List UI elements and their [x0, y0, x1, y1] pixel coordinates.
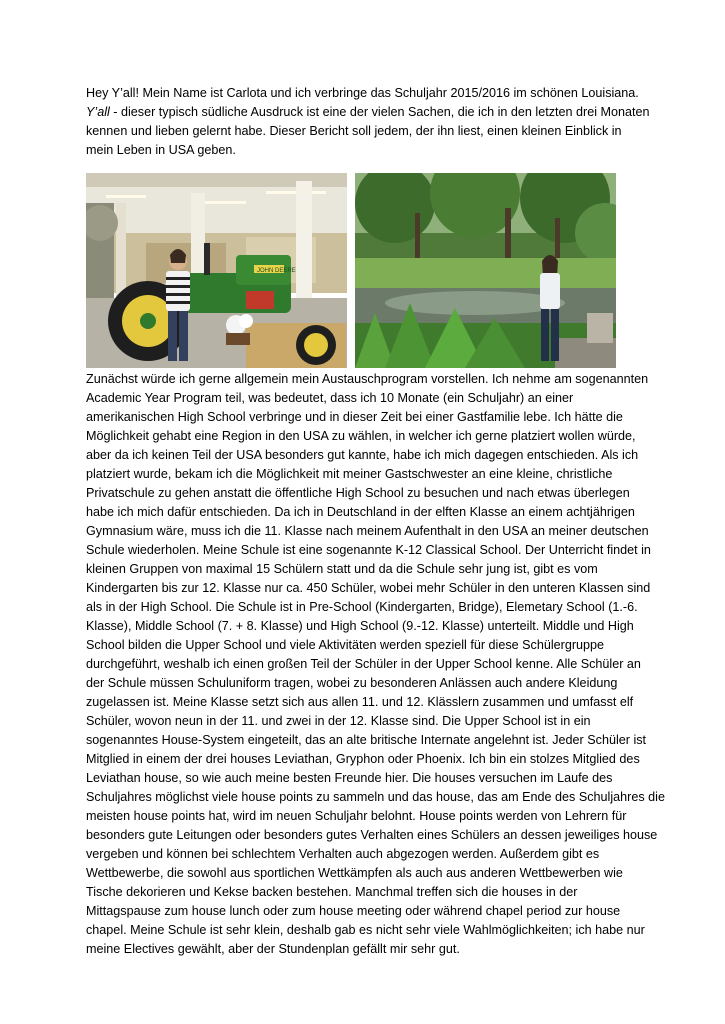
paragraph-line: School bilden die Upper School und viele Aktivitäten werden speziell für diese Schülergruppe: [86, 638, 605, 652]
paragraph-line: Leviathan house, so wie auch meine besten Freunde hier. Die houses versuchen im Laufe des: [86, 771, 613, 785]
paragraph-line: habe ich mich dafür entschieden. Da ich in Deutschland in der elften Klasse an einem achtjährigen: [86, 505, 635, 519]
main-paragraph-section: [86, 370, 665, 959]
tractor-photo: [86, 173, 347, 368]
paragraph-line: als in der High School. Die Schule ist in Pre-School (Kindergarten, Bridge), Elemetary School (1.-6.: [86, 600, 638, 614]
paragraph-line: durchgeführt, weshalb ich einen großen Teil der Schüler in der Upper School kenne. Alle Schüler an: [86, 657, 641, 671]
paragraph-line: Zunächst würde ich gerne allgemein mein Austauschprogram vorstellen. Ich nehme am sogenannten: [86, 372, 649, 386]
intro-section: [86, 84, 650, 160]
paragraph-line: zugelassen ist. Meine Klasse setzt sich aus allen 11. und 12. Klässlern zusammen und umfasst elf: [86, 695, 634, 709]
paragraph-line: Möglichkeit gehabt eine Region in den USA zu wählen, in welcher ich gerne platziert wollen würde,: [86, 429, 636, 443]
paragraph-line: platziert wurde, bekam ich die Möglichkeit mit meiner Gastschwester an eine kleine, christliche: [86, 467, 613, 481]
paragraph-line: Tische dekorieren und Kekse backen bestehen. Manchmal treffen sich die houses in der: [86, 885, 578, 899]
paragraph-line: chapel. Meine Schule ist sehr klein, deshalb gab es nicht sehr viele Wahlmöglichkeiten; ich habe nur: [86, 923, 645, 937]
garden-photo: [355, 173, 616, 368]
intro-paragraph: [86, 84, 650, 160]
garden-photo-image: [355, 173, 616, 368]
intro-line-rest: - dieser typisch südliche Ausdruck ist eine der vielen Sachen, die ich in den letzten drei Monaten: [109, 105, 650, 119]
intro-line: kennen und lieben gelernt habe. Dieser Bericht soll jedem, der ihn liest, einen kleinen Einblick in: [86, 124, 622, 138]
paragraph-line: Schule wiederholen. Meine Schule ist eine sogenannte K-12 Classical School. Der Unterricht findet in: [86, 543, 651, 557]
paragraph-line: Mittagspause zum house lunch oder zum house meeting oder während chapel period zur house: [86, 904, 621, 918]
intro-line: [86, 103, 650, 122]
photo-row: [86, 173, 616, 368]
paragraph-line: Klasse), Middle School (7. + 8. Klasse) und High School (9.-12. Klasse) unterteilt. Middle und High: [86, 619, 634, 633]
intro-emphasis: Y’all: [86, 105, 110, 119]
tractor-label: JOHN DEERE: [257, 268, 296, 274]
paragraph-line: meisten house points hat, wird im neuen Schuljahr belohnt. House points werden von Lehrern für: [86, 809, 627, 823]
paragraph-line: Gymnasium wäre, muss ich die 11. Klasse nach meinem Aufenthalt in den USA an meiner deutschen: [86, 524, 649, 538]
paragraph-line: kleinen Gruppen von maximal 15 Schülern statt und da die Schule sehr jung ist, gibt es vom: [86, 562, 598, 576]
paragraph-line: Schuljahres möglichst viele house points zu sammeln und das house, das am Ende des Schuljahres die: [86, 790, 665, 804]
paragraph-line: amerikanischen High School verbringe und in dieser Zeit bei einer Gastfamilie lebe. Ich hätte die: [86, 410, 623, 424]
paragraph-line: Schüler, wovon neun in der 11. und zwei in der 12. Klasse sind. Die Upper School ist in ein: [86, 714, 591, 728]
paragraph-line: Kindergarten bis zur 12. Klasse nur ca. 450 Schüler, wobei mehr Schüler in den unteren Klassen sind: [86, 581, 651, 595]
paragraph-line: Mitglied in einem der drei houses Leviathan, Gryphon oder Phoenix. Ich bin ein stolzes Mitglied des: [86, 752, 640, 766]
paragraph-line: Privatschule zu gehen anstatt die öffentliche High School zu besuchen und nach etwas überlegen: [86, 486, 630, 500]
paragraph-line: sogenanntes House-System eingeteilt, das an alte britische Internate angelehnt ist. Jeder Schüler ist: [86, 733, 647, 747]
paragraph-line: aber da ich keinen Teil der USA besonders gut kannte, habe ich mich dagegen entschieden. Als ich: [86, 448, 639, 462]
paragraph-line: meine Electives gewählt, aber der Stundenplan gefällt mir sehr gut.: [86, 942, 460, 956]
paragraph-line: der Schule müssen Schuluniform tragen, wobei zu besonderen Anlässen auch andere Kleidung: [86, 676, 618, 690]
tractor-photo-image: [86, 173, 347, 368]
intro-line: Hey Y’all! Mein Name ist Carlota und ich verbringe das Schuljahr 2015/2016 im schönen Louisiana.: [86, 86, 639, 100]
intro-line: mein Leben in USA geben.: [86, 143, 236, 157]
paragraph-line: vergeben und können bei schlechtem Verhalten auch abgezogen werden. Außerdem gibt es: [86, 847, 600, 861]
main-paragraph: [86, 370, 665, 959]
paragraph-line: besonders gute Leitungen oder besonders gutes Verhalten eines Schülers an dessen jeweiliges house: [86, 828, 658, 842]
paragraph-line: Wettbewerbe, die sowohl aus sportlichen Wettkämpfen als auch aus anderen Wettbewerben wie: [86, 866, 623, 880]
paragraph-line: Academic Year Program teil, was bedeutet, dass ich 10 Monate (ein Schuljahr) an einer: [86, 391, 574, 405]
